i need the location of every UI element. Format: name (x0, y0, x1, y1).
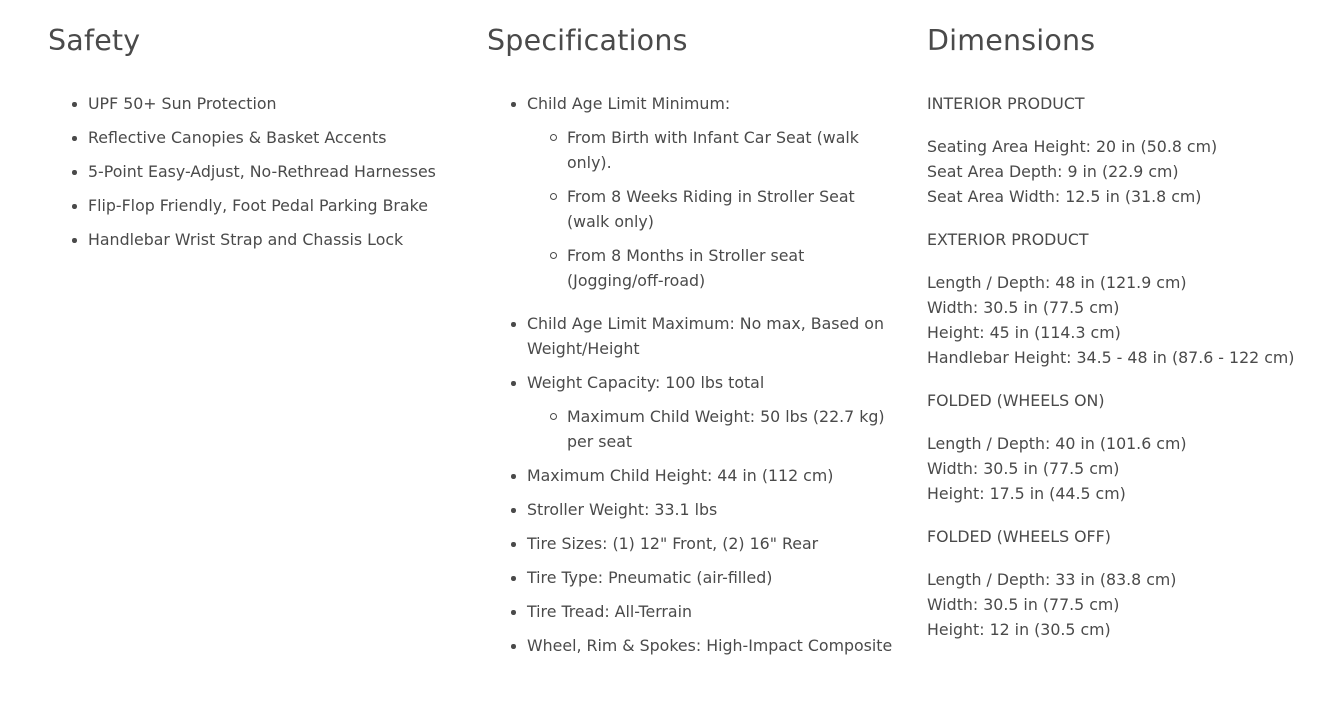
list-item: Maximum Child Height: 44 in (112 cm) (509, 463, 894, 488)
dimension-group-exterior (927, 270, 1322, 370)
list-item: Handlebar Wrist Strap and Chassis Lock (70, 227, 470, 252)
sub-list-item: From 8 Weeks Riding in Stroller Seat (walk only) (549, 184, 894, 234)
dimension-heading-interior: INTERIOR PRODUCT (927, 94, 1085, 113)
dimension-line: Seat Area Width: 12.5 in (31.8 cm) (927, 187, 1202, 206)
specifications-list (509, 91, 894, 667)
dimension-line: Height: 17.5 in (44.5 cm) (927, 484, 1126, 503)
list-item-age-min (509, 91, 894, 293)
dimension-line: Handlebar Height: 34.5 - 48 in (87.6 - 122 cm) (927, 348, 1295, 367)
dimension-heading-folded-wheels-on: FOLDED (WHEELS ON) (927, 391, 1105, 410)
dimension-group-folded-wheels-on (927, 431, 1322, 506)
age-min-sublist (527, 125, 894, 293)
weight-capacity-label: Weight Capacity: 100 lbs total (527, 373, 765, 392)
sub-list-item: Maximum Child Weight: 50 lbs (22.7 kg) per seat (549, 404, 894, 454)
dimension-line: Length / Depth: 48 in (121.9 cm) (927, 273, 1187, 292)
dimension-line: Height: 45 in (114.3 cm) (927, 323, 1121, 342)
list-item: Tire Tread: All-Terrain (509, 599, 894, 624)
dimension-line: Width: 30.5 in (77.5 cm) (927, 298, 1120, 317)
list-item: Reflective Canopies & Basket Accents (70, 125, 470, 150)
dimension-line: Height: 12 in (30.5 cm) (927, 620, 1111, 639)
list-item: 5-Point Easy-Adjust, No-Rethread Harnesses (70, 159, 470, 184)
list-item-weight-capacity (509, 370, 894, 454)
list-item: Tire Sizes: (1) 12" Front, (2) 16" Rear (509, 531, 894, 556)
dimensions-content (927, 91, 1322, 660)
dimension-heading-exterior: EXTERIOR PRODUCT (927, 230, 1089, 249)
list-item: UPF 50+ Sun Protection (70, 91, 470, 116)
safety-list (70, 91, 470, 261)
list-item: Tire Type: Pneumatic (air-filled) (509, 565, 894, 590)
weight-capacity-sublist (527, 404, 894, 454)
list-item: Wheel, Rim & Spokes: High-Impact Composite (509, 633, 894, 658)
dimension-line: Length / Depth: 40 in (101.6 cm) (927, 434, 1187, 453)
dimensions-title: Dimensions (927, 24, 1096, 57)
specifications-title: Specifications (487, 24, 688, 57)
dimension-line: Length / Depth: 33 in (83.8 cm) (927, 570, 1177, 589)
sub-list-item: From Birth with Infant Car Seat (walk only). (549, 125, 894, 175)
dimension-line: Seating Area Height: 20 in (50.8 cm) (927, 137, 1218, 156)
list-item: Flip-Flop Friendly, Foot Pedal Parking Brake (70, 193, 470, 218)
dimension-heading-folded-wheels-off: FOLDED (WHEELS OFF) (927, 527, 1111, 546)
dimension-line: Width: 30.5 in (77.5 cm) (927, 595, 1120, 614)
dimension-group-folded-wheels-off (927, 567, 1322, 642)
list-item-age-max: Child Age Limit Maximum: No max, Based on Weight/Height (509, 311, 894, 361)
dimension-line: Width: 30.5 in (77.5 cm) (927, 459, 1120, 478)
list-item: Stroller Weight: 33.1 lbs (509, 497, 894, 522)
dimension-line: Seat Area Depth: 9 in (22.9 cm) (927, 162, 1179, 181)
safety-title: Safety (48, 24, 141, 57)
age-min-label: Child Age Limit Minimum: (527, 94, 731, 113)
sub-list-item: From 8 Months in Stroller seat (Jogging/off-road) (549, 243, 894, 293)
dimension-group-interior (927, 134, 1322, 209)
